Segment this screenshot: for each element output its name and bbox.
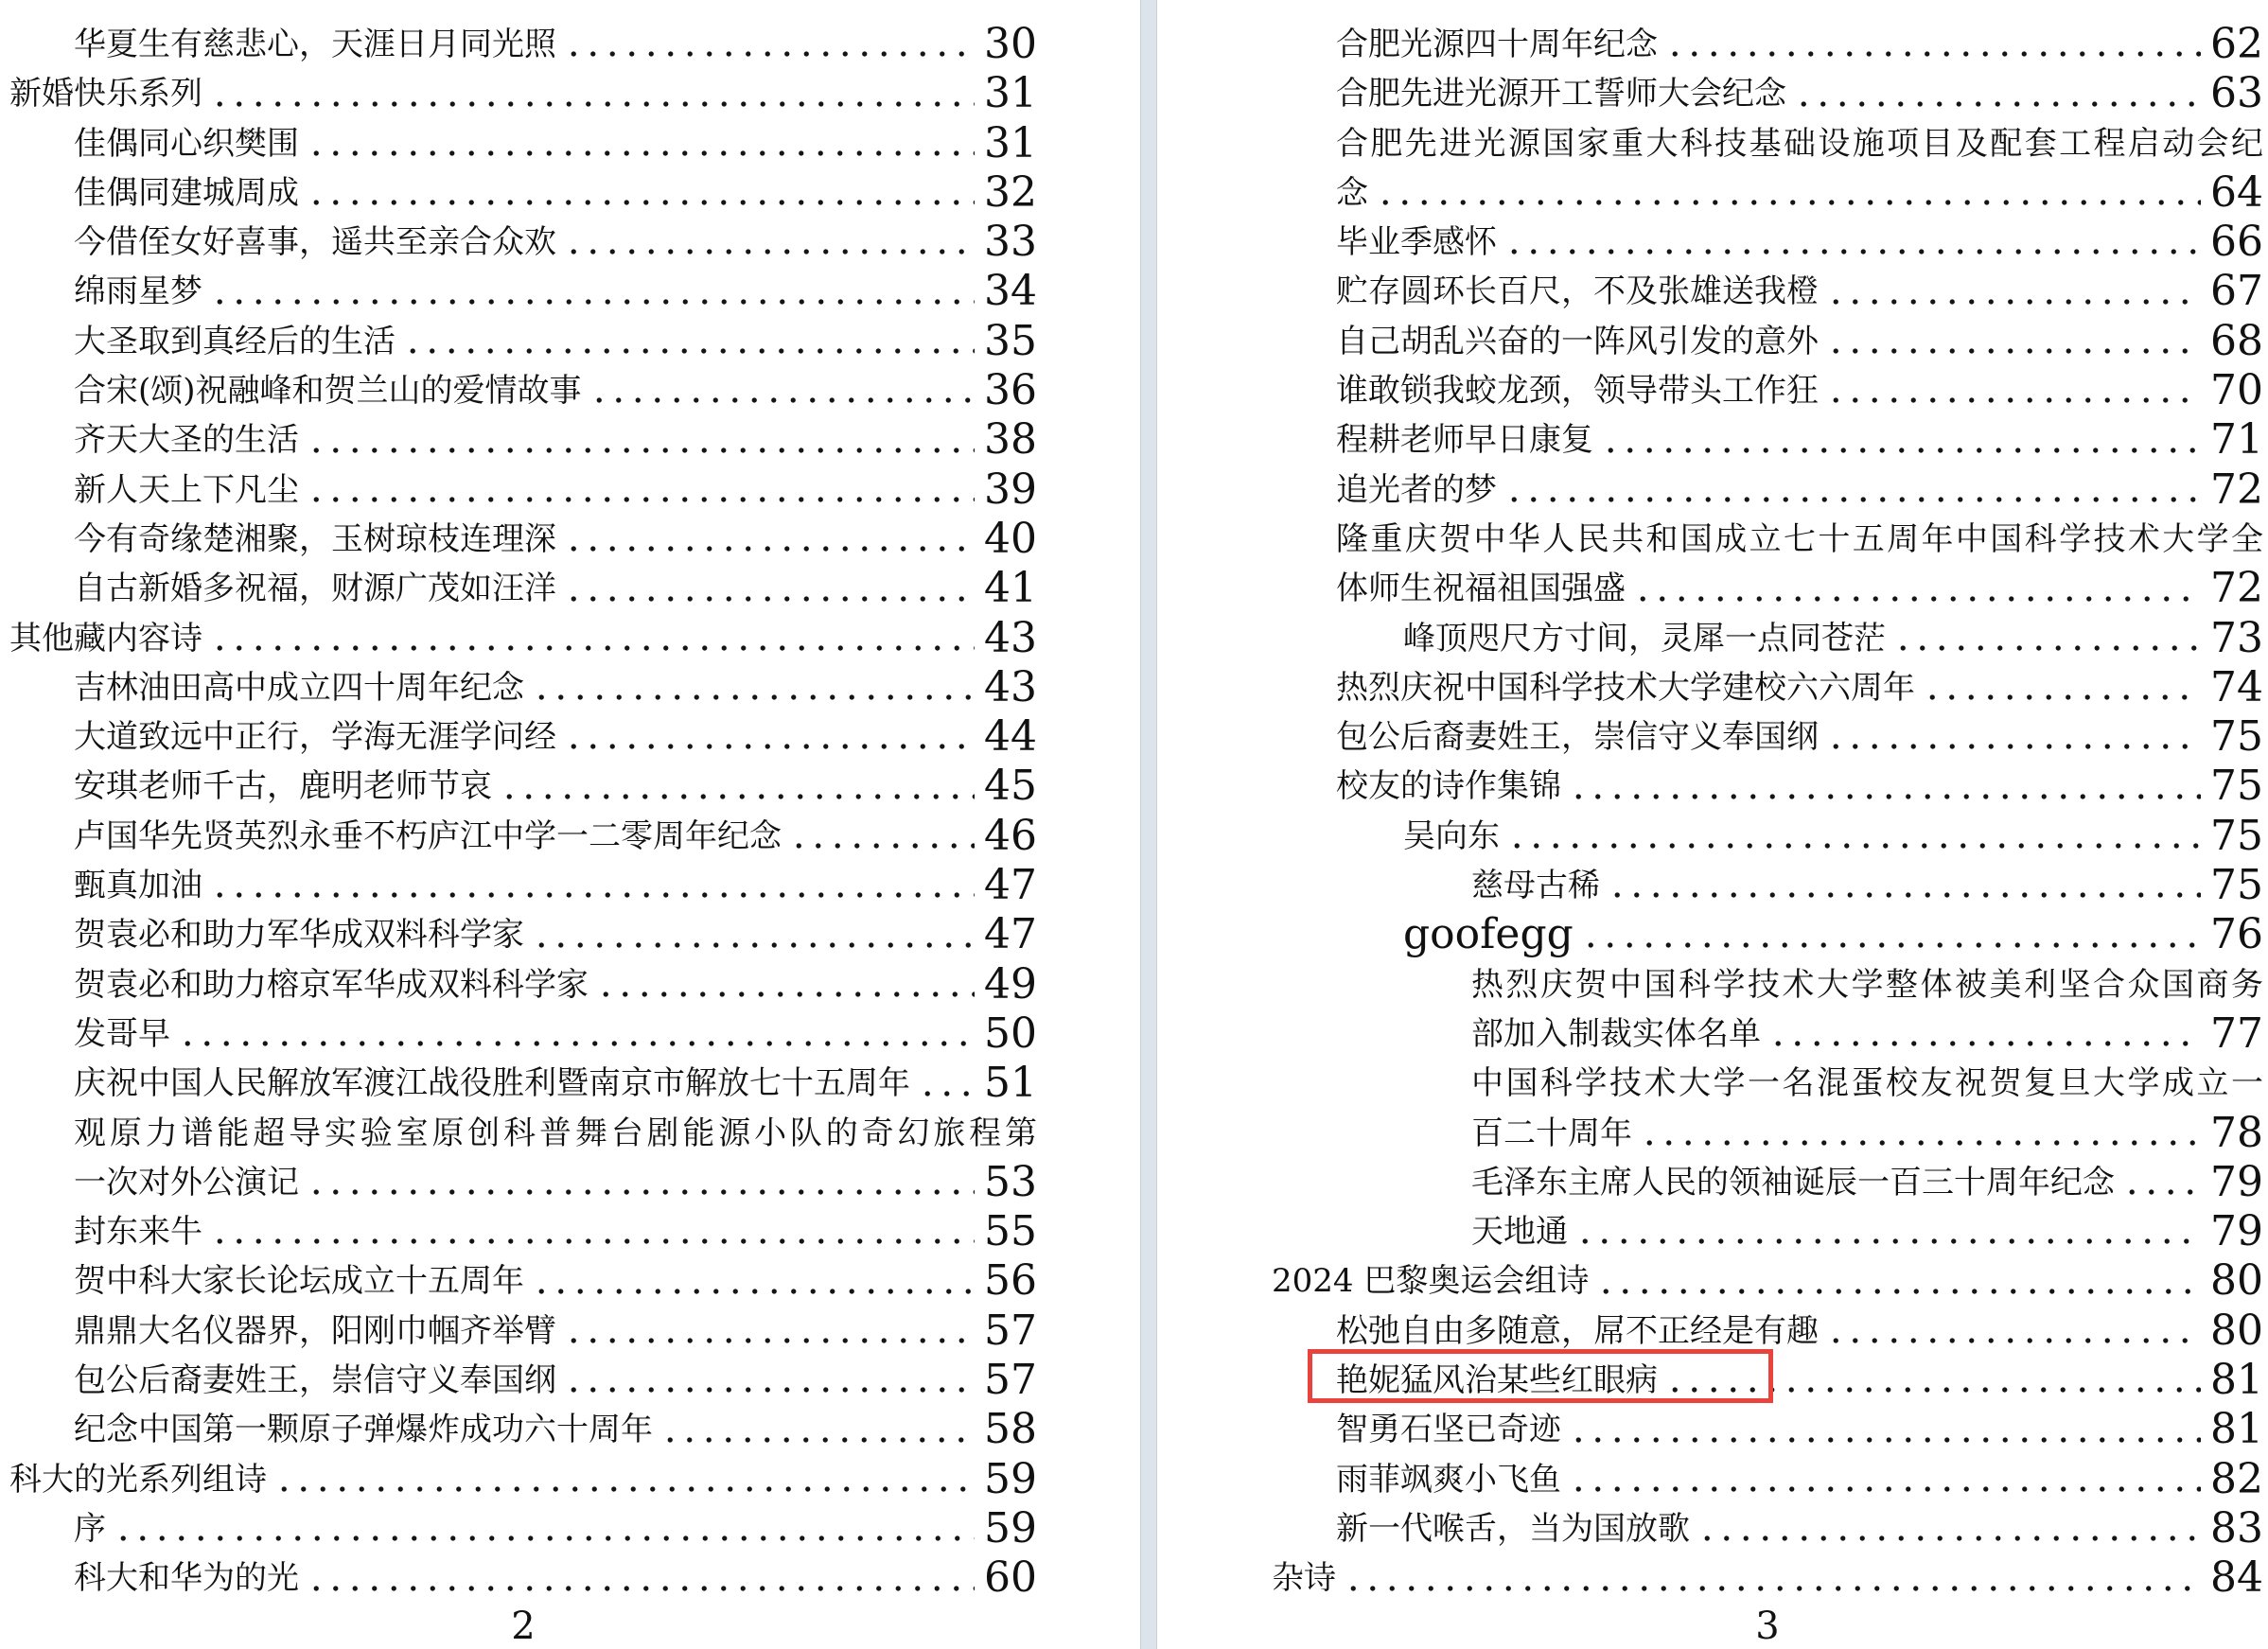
toc-entry-pagenum: 80	[2210, 1256, 2263, 1306]
toc-entry[interactable]	[1272, 1158, 2263, 1207]
toc-entry-pagenum: 71	[2210, 415, 2263, 465]
dot-leader	[789, 843, 975, 849]
toc-entry[interactable]	[9, 1109, 1037, 1158]
dot-leader	[210, 299, 975, 305]
toc-entry-title: 隆重庆贺中华人民共和国成立七十五周年中国科学技术大学全	[1336, 519, 2263, 558]
toc-entry[interactable]	[9, 1256, 1037, 1306]
toc-entry-title: 中国科学技术大学一名混蛋校友祝贺复旦大学成立一	[1471, 1064, 2263, 1103]
toc-entry-title: 科大的光系列组诗	[9, 1460, 267, 1499]
toc-entry[interactable]	[9, 168, 1037, 218]
toc-entry-title: 松弛自由多随意，屌不正经是有趣	[1336, 1311, 1819, 1350]
dot-leader	[532, 1289, 975, 1294]
toc-entry[interactable]	[9, 366, 1037, 415]
toc-entry[interactable]	[9, 712, 1037, 762]
dot-leader	[1794, 101, 2201, 107]
toc-entry-pagenum: 32	[984, 167, 1037, 217]
toc-entry[interactable]	[1272, 614, 2263, 663]
toc-entry[interactable]	[1272, 366, 2263, 415]
page-number-label: 2	[511, 1605, 536, 1648]
toc-entry-title: 甄真加油	[74, 867, 202, 905]
toc-entry-pagenum: 74	[2210, 662, 2263, 711]
toc-entry[interactable]	[1272, 762, 2263, 811]
dot-leader	[564, 1338, 975, 1343]
dot-leader	[500, 794, 975, 799]
dot-leader	[1768, 1041, 2201, 1046]
toc-entry[interactable]	[1272, 267, 2263, 316]
toc-entry[interactable]	[1272, 910, 2263, 959]
toc-entry-title: 艳妮猛风治某些红眼病	[1336, 1361, 1658, 1400]
toc-entry[interactable]	[1272, 960, 2263, 1009]
toc-entry-title: 贺袁必和助力军华成双料科学家	[74, 916, 524, 955]
toc-entry-pagenum: 45	[984, 762, 1037, 811]
toc-entry[interactable]	[1272, 20, 2263, 69]
dot-leader	[564, 249, 975, 254]
dot-leader	[307, 1586, 975, 1591]
toc-entry-title: 自古新婚多祝福，财源广茂如汪洋	[74, 570, 556, 608]
toc-entry-pagenum: 67	[2210, 267, 2263, 316]
toc-entry-pagenum: 49	[984, 959, 1037, 1009]
toc-entry[interactable]	[1272, 1256, 2263, 1306]
toc-entry-title: 绵雨星梦	[74, 272, 202, 311]
toc-entry-title: 合肥先进光源国家重大科技基础设施项目及配套工程启动会纪	[1336, 124, 2263, 163]
toc-entry[interactable]	[1272, 415, 2263, 465]
toc-entry-title: 封东来牛	[74, 1213, 202, 1252]
toc-entry-title: 天地通	[1471, 1213, 1568, 1252]
toc-entry[interactable]	[9, 218, 1037, 267]
dot-leader	[307, 150, 975, 156]
toc-entry-pagenum: 75	[2210, 811, 2263, 860]
toc-entry-pagenum: 47	[984, 861, 1037, 910]
toc-entry-pagenum: 72	[2210, 465, 2263, 514]
dot-leader	[1596, 1289, 2201, 1294]
toc-entry[interactable]	[1272, 1307, 2263, 1356]
pdf-page-right	[1157, 0, 2268, 1649]
toc-entry-pagenum: 79	[2210, 1207, 2263, 1256]
toc-entry-pagenum: 34	[984, 267, 1037, 316]
toc-entry-title: 毕业季感怀	[1336, 223, 1497, 262]
toc-entry-title: 校友的诗作集锦	[1336, 767, 1561, 806]
toc-entry[interactable]	[9, 1405, 1037, 1454]
toc-entry-pagenum: 46	[984, 811, 1037, 860]
toc-entry[interactable]	[1272, 218, 2263, 267]
toc-entry[interactable]	[9, 317, 1037, 366]
toc-entry-title: 谁敢锁我蛟龙颈，领导带头工作狂	[1336, 372, 1819, 411]
dot-leader	[1504, 497, 2201, 502]
dot-leader	[1826, 744, 2201, 749]
toc-entry[interactable]	[9, 861, 1037, 910]
toc-entry[interactable]	[9, 267, 1037, 316]
toc-entry-title: 发哥早	[74, 1014, 170, 1053]
toc-entry[interactable]	[9, 119, 1037, 168]
toc-entry-title: 程耕老师早日康复	[1336, 421, 1593, 460]
toc-entry-pagenum: 66	[2210, 218, 2263, 267]
toc-entry-title: 吴向东	[1403, 816, 1500, 855]
toc-entry-title: 纪念中国第一颗原子弹爆炸成功六十周年	[74, 1411, 653, 1449]
toc-entry-title: 卢国华先贤英烈永垂不朽庐江中学一二零周年纪念	[74, 816, 782, 855]
toc-entry-title: 热烈庆祝中国科学技术大学建校六六周年	[1336, 668, 1915, 707]
toc-entry-title: 包公后裔妻姓王，崇信守义奉国纲	[74, 1361, 556, 1400]
toc-entry-pagenum: 63	[2210, 69, 2263, 118]
toc-entry[interactable]	[1272, 564, 2263, 613]
dot-leader	[274, 1486, 975, 1492]
dot-leader	[1665, 1387, 2201, 1393]
toc-entry-title: 合肥光源四十周年纪念	[1336, 26, 1658, 63]
toc-entry-pagenum: 31	[984, 118, 1037, 167]
toc-entry[interactable]	[9, 910, 1037, 959]
dot-leader	[1344, 1586, 2201, 1591]
toc-entry-title: 科大和华为的光	[74, 1559, 299, 1598]
page-number-label: 3	[1755, 1605, 1780, 1648]
dot-leader	[1826, 1338, 2201, 1343]
toc-entry[interactable]	[9, 515, 1037, 564]
toc-entry[interactable]	[9, 1307, 1037, 1356]
toc-entry-pagenum: 75	[2210, 712, 2263, 762]
toc-entry-title: 观原力谱能超导实验室原创科普舞台剧能源小队的奇幻旅程第	[74, 1114, 1037, 1152]
toc-column-right	[1272, 20, 2263, 1604]
dot-leader	[564, 596, 975, 602]
toc-entry-pagenum: 75	[2210, 861, 2263, 910]
toc-entry-pagenum: 36	[984, 366, 1037, 415]
dot-leader	[1665, 51, 2201, 57]
toc-entry-title: 华夏生有慈悲心，天涯日月同光照	[74, 26, 556, 63]
toc-entry-pagenum: 31	[984, 69, 1037, 118]
toc-entry[interactable]	[9, 564, 1037, 613]
toc-entry-title: 包公后裔妻姓王，崇信守义奉国纲	[1336, 718, 1819, 757]
toc-entry-title: 合宋(颂)祝融峰和贺兰山的爱情故事	[74, 372, 582, 411]
dot-leader	[1504, 249, 2201, 254]
dot-leader	[210, 1238, 975, 1244]
toc-entry-pagenum: 84	[2210, 1553, 2263, 1603]
dot-leader	[564, 546, 975, 552]
dot-leader	[210, 101, 975, 107]
dot-leader	[1601, 447, 2201, 453]
toc-entry[interactable]	[1272, 812, 2263, 861]
toc-entry-pagenum: 57	[984, 1306, 1037, 1355]
toc-entry-title: 智勇石坚已奇迹	[1336, 1411, 1561, 1449]
toc-entry[interactable]	[1272, 69, 2263, 118]
toc-entry-title: 其他藏内容诗	[9, 619, 202, 658]
toc-entry-pagenum: 39	[984, 465, 1037, 514]
dot-leader	[1893, 645, 2201, 651]
toc-entry[interactable]	[1272, 1405, 2263, 1454]
dot-leader	[1507, 843, 2201, 849]
dot-leader	[210, 892, 975, 898]
dot-leader	[564, 744, 975, 749]
toc-entry-title: 庆祝中国人民解放军渡江战役胜利暨南京市解放七十五周年	[74, 1064, 910, 1103]
dot-leader	[210, 645, 975, 651]
toc-entry-title: 贺中科大家长论坛成立十五周年	[74, 1262, 524, 1301]
toc-entry-title: 贺袁必和助力榕京军华成双料科学家	[74, 965, 589, 1004]
toc-entry-title: 毛泽东主席人民的领袖诞辰一百三十周年纪念	[1471, 1163, 2115, 1202]
toc-entry-title: 新一代喉舌，当为国放歌	[1336, 1509, 1690, 1548]
toc-entry-pagenum: 58	[984, 1405, 1037, 1454]
toc-entry-title: 热烈庆贺中国科学技术大学整体被美利坚合众国商务	[1471, 965, 2263, 1004]
dot-leader	[1826, 299, 2201, 305]
toc-entry-pagenum: 43	[984, 662, 1037, 711]
toc-entry-pagenum: 73	[2210, 613, 2263, 662]
toc-entry-title: 2024 巴黎奥运会组诗	[1272, 1262, 1590, 1301]
toc-entry-pagenum: 76	[2210, 910, 2263, 959]
toc-entry[interactable]	[1272, 1109, 2263, 1158]
toc-entry-title: 体师生祝福祖国强盛	[1336, 570, 1626, 608]
toc-entry[interactable]	[1272, 168, 2263, 218]
dot-leader	[1826, 397, 2201, 403]
toc-entry[interactable]	[9, 960, 1037, 1009]
toc-entry-title: 念	[1336, 173, 1368, 212]
dot-leader	[114, 1535, 975, 1541]
dot-leader	[1640, 1140, 2201, 1146]
dot-leader	[1569, 794, 2201, 799]
toc-column-left	[9, 20, 1037, 1604]
toc-entry-title: 佳偶同建城周成	[74, 173, 299, 212]
toc-entry-pagenum: 44	[984, 712, 1037, 762]
dot-leader	[307, 1189, 975, 1195]
toc-entry-title: 合肥先进光源开工誓师大会纪念	[1336, 75, 1786, 114]
toc-entry-pagenum: 43	[984, 613, 1037, 662]
toc-entry-title: 鼎鼎大名仪器界，阳刚巾帼齐举臂	[74, 1311, 556, 1350]
dot-leader	[660, 1437, 975, 1443]
toc-entry-pagenum: 82	[2210, 1454, 2263, 1503]
toc-entry-pagenum: 50	[984, 1009, 1037, 1058]
toc-entry[interactable]	[9, 812, 1037, 861]
toc-entry-title: 峰顶咫尺方寸间，灵犀一点同苍茫	[1403, 619, 1886, 658]
toc-entry-pagenum: 56	[984, 1256, 1037, 1306]
dot-leader	[307, 200, 975, 205]
dot-leader	[532, 694, 975, 700]
toc-entry-pagenum: 81	[2210, 1405, 2263, 1454]
toc-entry-title: 吉林油田高中成立四十周年纪念	[74, 668, 524, 707]
toc-entry-title: 大圣取到真经后的生活	[74, 322, 396, 360]
toc-entry-title: 贮存圆环长百尺，不及张雄送我橙	[1336, 272, 1819, 311]
toc-entry[interactable]	[9, 1356, 1037, 1405]
dot-leader	[2122, 1189, 2201, 1195]
toc-entry[interactable]	[9, 1504, 1037, 1553]
toc-entry[interactable]	[9, 1158, 1037, 1207]
toc-entry-title: 部加入制裁实体名单	[1471, 1014, 1761, 1053]
dot-leader	[918, 1091, 975, 1096]
toc-entry-pagenum: 81	[2210, 1356, 2263, 1405]
toc-entry-pagenum: 79	[2210, 1157, 2263, 1206]
toc-entry-pagenum: 59	[984, 1454, 1037, 1503]
toc-entry-pagenum: 41	[984, 564, 1037, 613]
toc-entry-pagenum: 57	[984, 1356, 1037, 1405]
toc-entry[interactable]	[1272, 1504, 2263, 1553]
toc-entry[interactable]	[9, 69, 1037, 118]
dot-leader	[532, 942, 975, 948]
toc-entry-pagenum: 60	[984, 1553, 1037, 1603]
toc-entry[interactable]	[9, 663, 1037, 712]
toc-entry-pagenum: 83	[2210, 1503, 2263, 1553]
toc-entry-title: 一次对外公演记	[74, 1163, 299, 1202]
toc-entry-title: 齐天大圣的生活	[74, 421, 299, 460]
dot-leader	[403, 348, 975, 354]
toc-entry[interactable]	[1272, 663, 2263, 712]
toc-entry-pagenum: 40	[984, 514, 1037, 563]
toc-entry-title: goofegg	[1403, 910, 1574, 959]
toc-entry[interactable]	[9, 1553, 1037, 1603]
dot-leader	[1697, 1535, 2201, 1541]
dot-leader	[564, 1387, 975, 1393]
dot-leader	[1923, 694, 2201, 700]
toc-entry-pagenum: 62	[2210, 20, 2263, 68]
toc-entry-pagenum: 38	[984, 415, 1037, 465]
toc-entry[interactable]	[9, 20, 1037, 69]
toc-entry-title: 新人天上下凡尘	[74, 470, 299, 509]
dot-leader	[1608, 892, 2201, 898]
dot-leader	[589, 397, 975, 403]
toc-entry[interactable]	[9, 1455, 1037, 1504]
dot-leader	[1569, 1437, 2201, 1443]
toc-entry-title: 安琪老师千古，鹿明老师节哀	[74, 767, 492, 806]
toc-entry-title: 序	[74, 1509, 106, 1548]
toc-entry-pagenum: 64	[2210, 167, 2263, 217]
toc-entry-title: 今借侄女好喜事，遥共至亲合众欢	[74, 223, 556, 262]
toc-entry-pagenum: 55	[984, 1207, 1037, 1256]
toc-entry-pagenum: 35	[984, 316, 1037, 365]
dot-leader	[564, 51, 975, 57]
toc-entry-title: 追光者的梦	[1336, 470, 1497, 509]
toc-entry[interactable]	[1272, 1553, 2263, 1603]
toc-entry[interactable]	[9, 1009, 1037, 1059]
toc-entry-title: 自己胡乱兴奋的一阵风引发的意外	[1336, 322, 1819, 360]
toc-entry[interactable]	[1272, 861, 2263, 910]
toc-entry-title: 雨菲飒爽小飞鱼	[1336, 1460, 1561, 1499]
toc-entry-pagenum: 51	[984, 1059, 1037, 1108]
toc-entry-title: 杂诗	[1272, 1559, 1336, 1598]
toc-entry-pagenum: 72	[2210, 564, 2263, 613]
toc-entry[interactable]	[1272, 515, 2263, 564]
dot-leader	[307, 497, 975, 502]
toc-entry-title: 新婚快乐系列	[9, 75, 202, 114]
toc-entry[interactable]	[1272, 1455, 2263, 1504]
dot-leader	[1633, 596, 2201, 602]
toc-entry-title: 百二十周年	[1471, 1114, 1632, 1152]
toc-entry-pagenum: 53	[984, 1157, 1037, 1206]
toc-entry[interactable]	[1272, 1059, 2263, 1108]
dot-leader	[1569, 1486, 2201, 1492]
toc-entry[interactable]	[1272, 1207, 2263, 1256]
toc-entry-title: 佳偶同心织樊围	[74, 124, 299, 163]
dot-leader	[1581, 942, 2201, 948]
toc-entry-pagenum: 33	[984, 218, 1037, 267]
toc-entry-pagenum: 47	[984, 910, 1037, 959]
toc-entry[interactable]	[9, 614, 1037, 663]
toc-entry-pagenum: 70	[2210, 366, 2263, 415]
toc-entry[interactable]	[1272, 712, 2263, 762]
toc-entry[interactable]	[9, 1059, 1037, 1108]
dot-leader	[1826, 348, 2201, 354]
toc-entry-pagenum: 75	[2210, 762, 2263, 811]
dot-leader	[178, 1041, 975, 1046]
toc-entry[interactable]	[9, 1207, 1037, 1256]
page-divider	[1140, 0, 1157, 1649]
toc-entry-title: 慈母古稀	[1471, 867, 1600, 905]
toc-entry-title: 今有奇缘楚湘聚，玉树琼枝连理深	[74, 519, 556, 558]
toc-entry[interactable]	[1272, 317, 2263, 366]
toc-entry-pagenum: 78	[2210, 1108, 2263, 1157]
toc-entry-pagenum: 59	[984, 1503, 1037, 1553]
toc-entry[interactable]	[1272, 1356, 2263, 1405]
toc-entry-pagenum: 80	[2210, 1306, 2263, 1355]
dot-leader	[596, 991, 975, 997]
toc-entry[interactable]	[9, 762, 1037, 811]
toc-entry-pagenum: 77	[2210, 1009, 2263, 1058]
toc-entry-title: 大道致远中正行，学海无涯学问经	[74, 718, 556, 757]
toc-entry-pagenum: 68	[2210, 316, 2263, 365]
toc-entry[interactable]	[1272, 1009, 2263, 1059]
toc-entry-pagenum: 30	[984, 20, 1037, 68]
toc-entry[interactable]	[1272, 119, 2263, 168]
toc-entry[interactable]	[9, 465, 1037, 515]
dot-leader	[307, 447, 975, 453]
toc-entry[interactable]	[1272, 465, 2263, 515]
toc-entry[interactable]	[9, 415, 1037, 465]
dot-leader	[1575, 1238, 2201, 1244]
dot-leader	[1376, 200, 2201, 205]
